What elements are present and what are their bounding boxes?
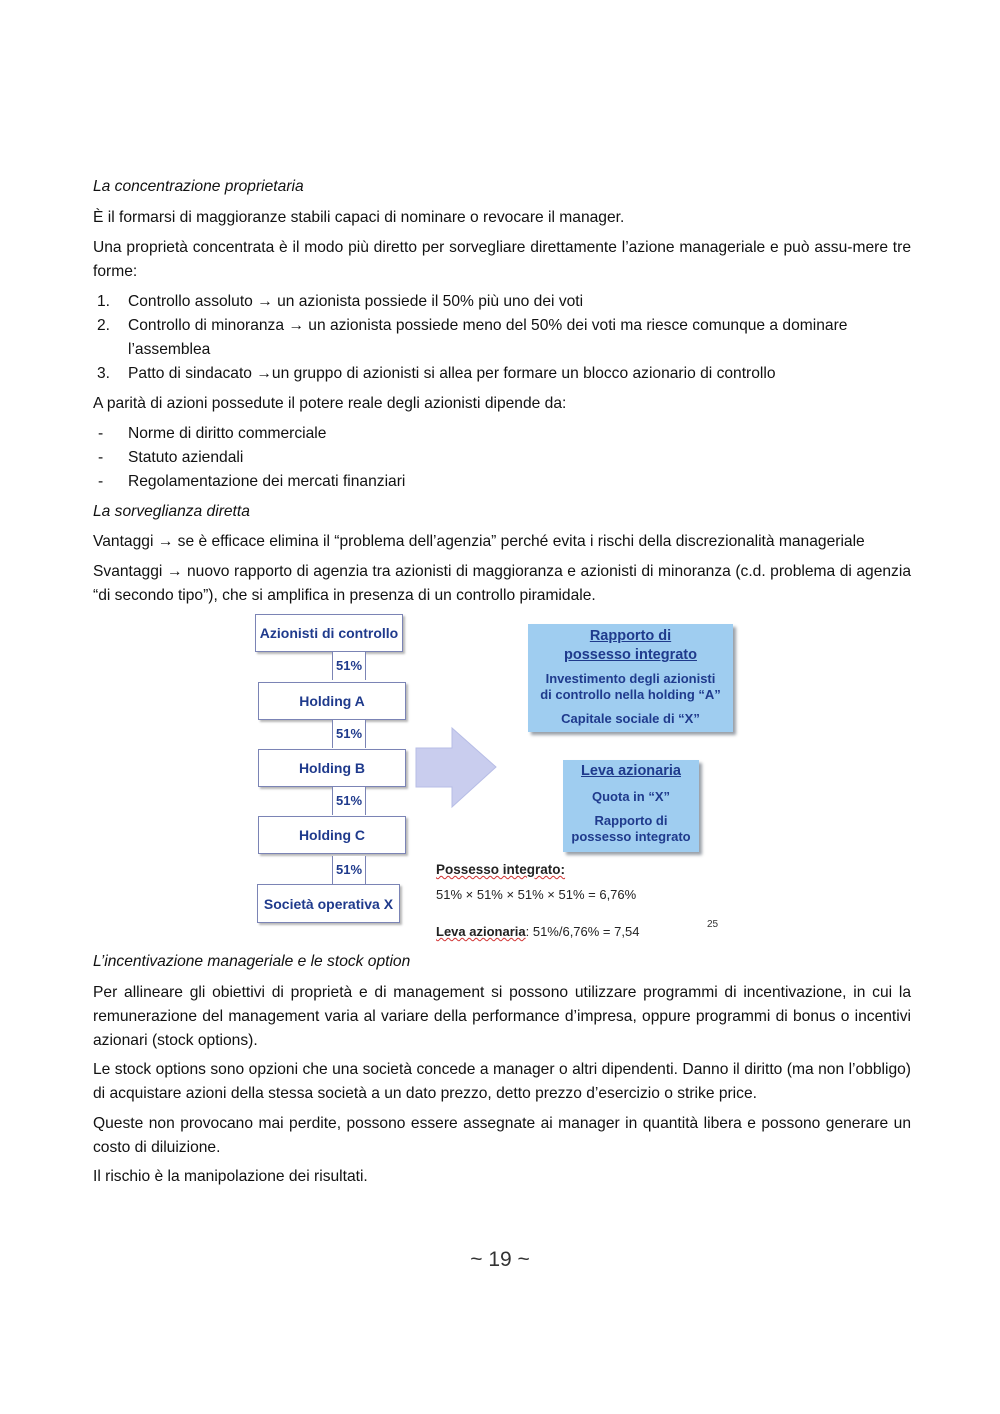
possesso-label: Possesso integrato: (436, 862, 566, 877)
section-heading: L’incentivazione manageriale e le stock option (93, 953, 411, 970)
chain-box-holding-c: Holding C (258, 816, 406, 854)
box-numerator: di controllo nella holding “A” (540, 687, 721, 702)
chain-box-azionisti: Azionisti di controllo (255, 614, 403, 652)
leva-azionaria-box (563, 760, 699, 852)
bullet-item: Norme di diritto commerciale (128, 425, 327, 442)
possesso-formula: 51% × 51% × 51% × 51% = 6,76% (436, 887, 637, 902)
paragraph: È il formarsi di maggioranze stabili capaci di nominare o revocare il manager. (93, 209, 625, 226)
list-number: 2. (97, 317, 111, 334)
bullet-item: Statuto aziendali (128, 449, 244, 466)
box-denominator: Capitale sociale di “X” (561, 711, 700, 726)
page-number: ~ 19 ~ (470, 1248, 530, 1271)
paragraph: Queste non provocano mai perdite, possono essere assegnate ai manager in quantità libera e possono generare un costo di diluizione. (93, 1115, 911, 1156)
list-item: Patto di sindacato →un gruppo di azionisti si allea per formare un blocco azionario di controllo (128, 365, 776, 382)
box-denominator: Rapporto di (594, 813, 668, 828)
box-title: Leva azionaria (581, 763, 681, 779)
section-heading: La sorveglianza diretta (93, 503, 250, 520)
slide-number: 25 (707, 919, 719, 930)
percent-link: 51% (332, 787, 366, 815)
right-arrow-icon (414, 726, 500, 810)
percent-link: 51% (332, 720, 366, 748)
leva-label: Leva azionaria (436, 924, 526, 939)
bullet-item: Regolamentazione dei mercati finanziari (128, 473, 406, 490)
paragraph: Una proprietà concentrata è il modo più diretto per sorvegliare direttamente l’azione manageriale e può assu-mere tre forme: (93, 239, 911, 280)
bullet-dash: - (98, 425, 104, 442)
list-item: Controllo assoluto → un azionista possiede il 50% più uno dei voti (128, 293, 584, 310)
box-title: possesso integrato (564, 647, 697, 663)
paragraph: Vantaggi → se è efficace elimina il “problema dell’agenzia” perché evita i rischi della discrezionalità manageriale (93, 533, 865, 550)
box-numerator: Investimento degli azionisti (545, 671, 716, 686)
bullet-dash: - (98, 449, 104, 466)
section-heading: La concentrazione proprietaria (93, 178, 304, 195)
paragraph: Le stock options sono opzioni che una società concede a manager o altri dipendenti. Danno il diritto (ma non l’obbligo) di acquistare azioni della stessa società a un dato prezzo, detto prezzo d’esercizio o strike price. (93, 1061, 911, 1102)
list-item: Controllo di minoranza → un azionista possiede meno del 50% dei voti ma riesce comunque a dominare l’assemblea (128, 317, 848, 358)
paragraph: Il rischio è la manipolazione dei risultati. (93, 1168, 368, 1185)
box-title: Rapporto di (589, 628, 672, 644)
paragraph: Per allineare gli obiettivi di proprietà e di management si possono utilizzare programmi di incentivazione, in cui la remunerazione del management varia al variare della performance d’impresa, oppure programmi di bonus o incentivi azionari (stock options). (93, 984, 911, 1049)
chain-box-societa-x: Società operativa X (257, 884, 400, 923)
paragraph: Svantaggi → nuovo rapporto di agenzia tra azionisti di maggioranza e azionisti di minoranza (c.d. problema di agenzia “di secondo tipo”), che si amplifica in presenza di un controllo piramidale. (93, 563, 911, 604)
leva-line (436, 924, 639, 939)
box-numerator: Quota in “X” (592, 789, 670, 804)
chain-box-holding-b: Holding B (258, 749, 406, 787)
box-denominator: possesso integrato (571, 829, 691, 844)
percent-link: 51% (332, 652, 366, 680)
bullet-dash: - (98, 473, 104, 490)
leva-formula: : 51%/6,76% = 7,54 (525, 924, 640, 939)
list-number: 3. (97, 365, 111, 382)
chain-box-holding-a: Holding A (258, 682, 406, 720)
list-number: 1. (97, 293, 111, 310)
percent-link: 51% (332, 856, 366, 884)
rapporto-possesso-box (528, 624, 733, 732)
paragraph: A parità di azioni possedute il potere reale degli azionisti dipende da: (93, 395, 567, 412)
